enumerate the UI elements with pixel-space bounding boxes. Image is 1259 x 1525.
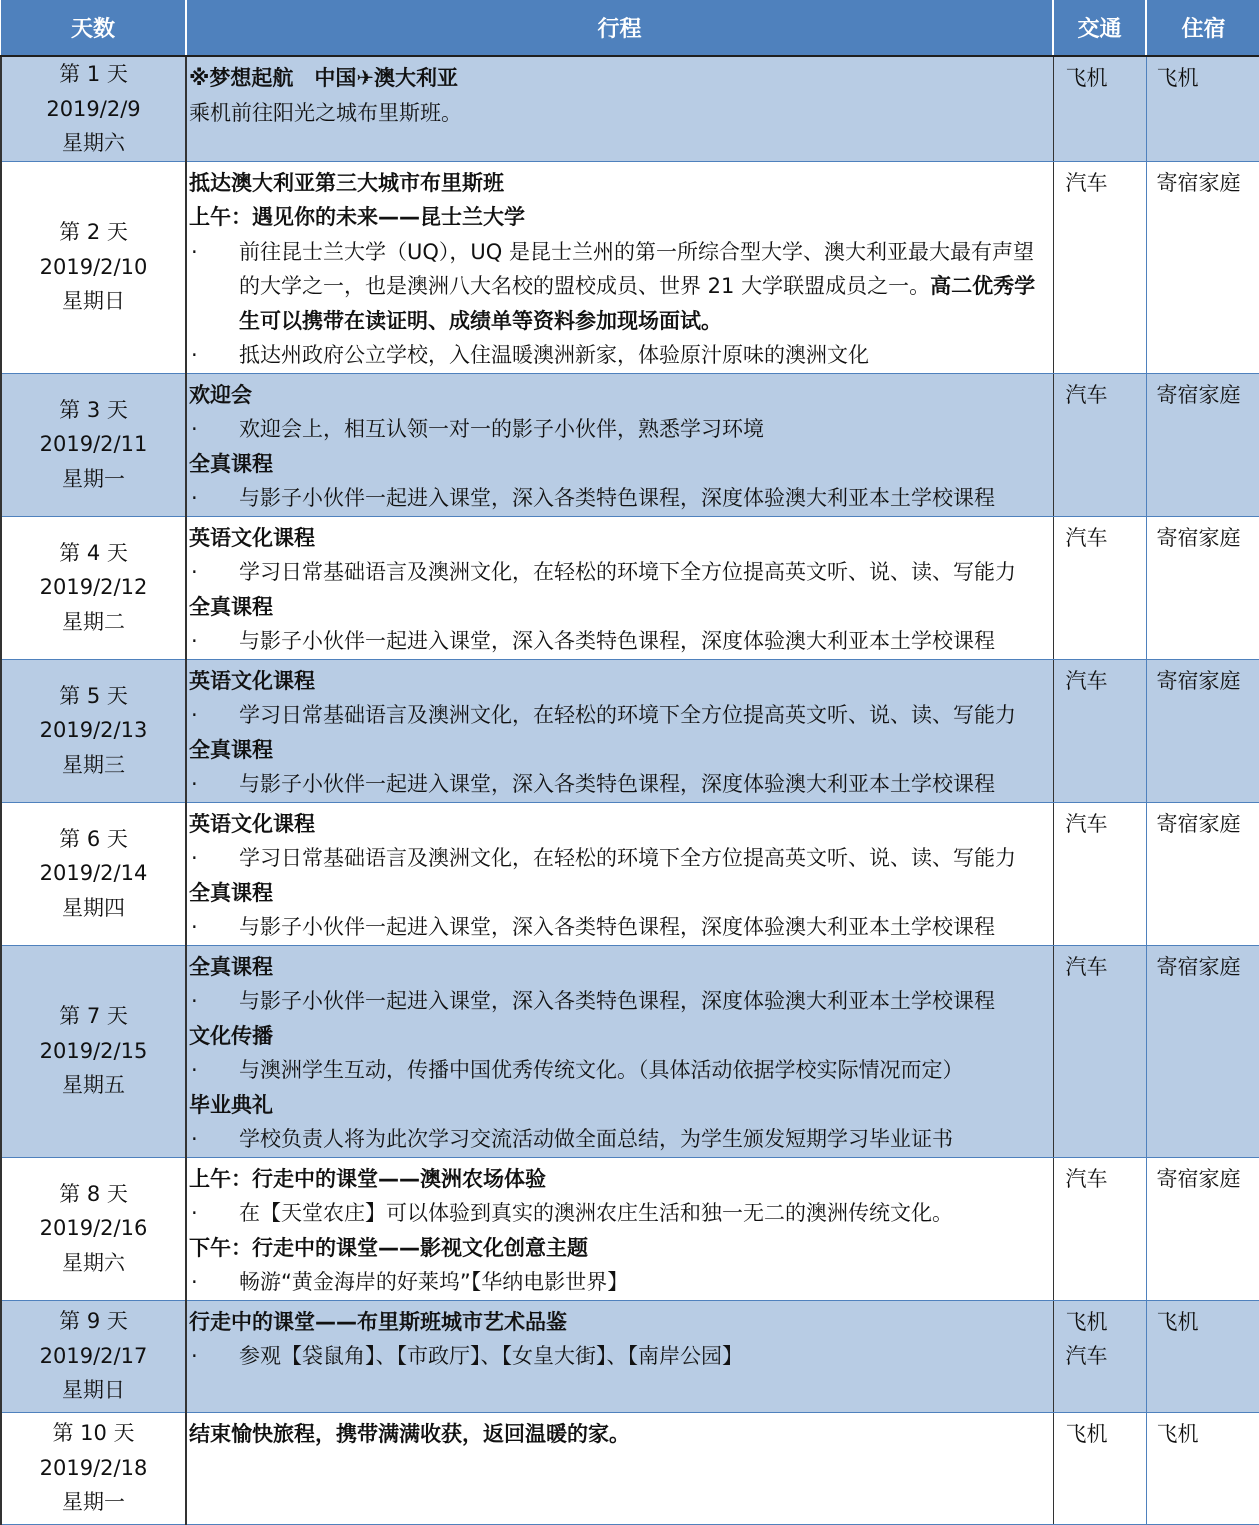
day-date: 2019/2/12 [2,570,185,605]
bullet-item [189,235,1053,339]
itinerary-heading: 全真课程 [189,590,1053,625]
itinerary-cell [186,1412,1053,1524]
day-weekday: 星期一 [2,462,185,497]
itinerary-heading: 上午：行走中的课堂——澳洲农场体验 [189,1162,1053,1197]
lodging-value: 飞机 [1157,61,1259,96]
itinerary-cell [186,516,1053,659]
transport-value: 飞机 [1066,1305,1146,1340]
bullet-dot: · [189,555,239,590]
lodging-cell [1146,1300,1259,1412]
bullet-text-plain: 前往昆士兰大学（UQ），UQ 是昆士兰州的第一所综合型大学、澳大利亚最大最有声望的大学之一，也是澳洲八大名校的盟校成员、世界 21 大学联盟成员之一。 [239,240,1034,299]
table-row [1,1300,1259,1412]
bullet-dot: · [189,338,239,373]
day-number: 第 3 天 [2,393,185,428]
table-row [1,659,1259,802]
bullet-item [189,767,1053,802]
transport-value: 汽车 [1066,166,1146,201]
table-row [1,373,1259,516]
bullet-item [189,1053,1053,1088]
day-weekday: 星期三 [2,748,185,783]
bullet-dot: · [189,624,239,659]
day-number: 第 9 天 [2,1304,185,1339]
transport-value: 汽车 [1066,521,1146,556]
day-weekday: 星期二 [2,605,185,640]
day-cell [1,516,186,659]
table-row [1,1412,1259,1524]
itinerary-heading: 欢迎会 [189,378,1053,413]
day-cell [1,659,186,802]
table-row [1,161,1259,373]
day-number: 第 10 天 [2,1416,185,1451]
transport-cell [1053,161,1146,373]
itinerary-cell [186,1300,1053,1412]
day-cell [1,1157,186,1300]
lodging-value: 寄宿家庭 [1157,521,1259,556]
day-cell [1,373,186,516]
bullet-dot: · [189,984,239,1019]
lodging-value: 寄宿家庭 [1157,1162,1259,1197]
itinerary-cell [186,802,1053,945]
transport-value: 汽车 [1066,664,1146,699]
table-row [1,516,1259,659]
day-date: 2019/2/9 [2,92,185,127]
itinerary-heading: 行走中的课堂——布里斯班城市艺术品鉴 [189,1305,1053,1340]
bullet-item [189,412,1053,447]
bullet-text: 与影子小伙伴一起进入课堂，深入各类特色课程，深度体验澳大利亚本土学校课程 [239,984,1053,1019]
day-date: 2019/2/10 [2,250,185,285]
lodging-value: 寄宿家庭 [1157,166,1259,201]
itinerary-heading: 文化传播 [189,1019,1053,1054]
bullet-item [189,1196,1053,1231]
transport-value: 汽车 [1066,807,1146,842]
bullet-text: 与影子小伙伴一起进入课堂，深入各类特色课程，深度体验澳大利亚本土学校课程 [239,481,1053,516]
itinerary-heading: 英语文化课程 [189,807,1053,842]
itinerary-cell [186,1157,1053,1300]
bullet-dot: · [189,767,239,802]
transport-cell [1053,1157,1146,1300]
bullet-text: 学习日常基础语言及澳洲文化，在轻松的环境下全方位提高英文听、说、读、写能力 [239,698,1053,733]
bullet-item [189,841,1053,876]
day-date: 2019/2/15 [2,1034,185,1069]
lodging-value: 寄宿家庭 [1157,950,1259,985]
itinerary-cell [186,373,1053,516]
itinerary-text: 乘机前往阳光之城布里斯班。 [189,96,1053,131]
itinerary-heading: ※梦想起航 中国✈澳大利亚 [189,61,1053,96]
day-weekday: 星期日 [2,1373,185,1408]
itinerary-heading: 全真课程 [189,876,1053,911]
header-lodging: 住宿 [1146,0,1259,56]
lodging-cell [1146,56,1259,161]
transport-cell [1053,516,1146,659]
itinerary-heading: 毕业典礼 [189,1088,1053,1123]
bullet-item [189,481,1053,516]
bullet-item [189,984,1053,1019]
day-weekday: 星期一 [2,1485,185,1520]
itinerary-heading: 全真课程 [189,950,1053,985]
bullet-text [239,235,1053,339]
bullet-text: 学习日常基础语言及澳洲文化，在轻松的环境下全方位提高英文听、说、读、写能力 [239,841,1053,876]
day-date: 2019/2/14 [2,856,185,891]
bullet-item [189,338,1053,373]
transport-cell [1053,373,1146,516]
transport-value: 飞机 [1066,61,1146,96]
day-date: 2019/2/18 [2,1451,185,1486]
bullet-dot: · [189,1339,239,1374]
table-row [1,945,1259,1157]
bullet-text: 学校负责人将为此次学习交流活动做全面总结，为学生颁发短期学习毕业证书 [239,1122,1053,1157]
transport-cell [1053,56,1146,161]
bullet-item [189,1339,1053,1374]
bullet-text-bold: 高二优秀学生可以携带在读证明、成绩单等资料参加现场面试。 [239,274,1035,333]
bullet-text: 在【天堂农庄】可以体验到真实的澳洲农庄生活和独一无二的澳洲传统文化。 [239,1196,1053,1231]
day-weekday: 星期六 [2,126,185,161]
bullet-dot: · [189,1122,239,1157]
bullet-text: 与影子小伙伴一起进入课堂，深入各类特色课程，深度体验澳大利亚本土学校课程 [239,624,1053,659]
transport-cell [1053,1300,1146,1412]
transport-value: 汽车 [1066,378,1146,413]
bullet-dot: · [189,910,239,945]
bullet-dot: · [189,1053,239,1088]
itinerary-cell [186,161,1053,373]
lodging-cell [1146,373,1259,516]
day-number: 第 5 天 [2,679,185,714]
bullet-dot: · [189,698,239,733]
transport-value-2: 汽车 [1066,1339,1146,1374]
bullet-text: 欢迎会上，相互认领一对一的影子小伙伴，熟悉学习环境 [239,412,1053,447]
lodging-cell [1146,516,1259,659]
bullet-text: 畅游“黄金海岸的好莱坞”【华纳电影世界】 [239,1265,1053,1300]
transport-cell [1053,945,1146,1157]
header-itinerary: 行程 [186,0,1053,56]
day-cell [1,1300,186,1412]
day-weekday: 星期五 [2,1068,185,1103]
transport-cell [1053,802,1146,945]
lodging-cell [1146,161,1259,373]
lodging-value: 寄宿家庭 [1157,807,1259,842]
day-weekday: 星期日 [2,284,185,319]
bullet-text: 与澳洲学生互动，传播中国优秀传统文化。（具体活动依据学校实际情况而定） [239,1053,1053,1088]
itinerary-heading: 上午：遇见你的未来——昆士兰大学 [189,200,1053,235]
transport-value: 汽车 [1066,950,1146,985]
bullet-dot: · [189,235,239,339]
day-number: 第 4 天 [2,536,185,571]
day-weekday: 星期四 [2,891,185,926]
bullet-item [189,1122,1053,1157]
bullet-dot: · [189,1265,239,1300]
day-number: 第 2 天 [2,215,185,250]
day-cell [1,161,186,373]
lodging-cell [1146,802,1259,945]
bullet-item [189,698,1053,733]
itinerary-heading: 英语文化课程 [189,664,1053,699]
bullet-dot: · [189,1196,239,1231]
table-row [1,56,1259,161]
bullet-text: 抵达州政府公立学校，入住温暖澳洲新家，体验原汁原味的澳洲文化 [239,338,1053,373]
header-transport: 交通 [1053,0,1146,56]
transport-cell [1053,659,1146,802]
bullet-text: 与影子小伙伴一起进入课堂，深入各类特色课程，深度体验澳大利亚本土学校课程 [239,767,1053,802]
day-date: 2019/2/13 [2,713,185,748]
day-number: 第 6 天 [2,822,185,857]
itinerary-cell [186,56,1053,161]
bullet-dot: · [189,412,239,447]
itinerary-heading: 下午：行走中的课堂——影视文化创意主题 [189,1231,1053,1266]
day-number: 第 1 天 [2,57,185,92]
bullet-text: 学习日常基础语言及澳洲文化，在轻松的环境下全方位提高英文听、说、读、写能力 [239,555,1053,590]
table-row [1,1157,1259,1300]
transport-value: 飞机 [1066,1417,1146,1452]
bullet-text: 与影子小伙伴一起进入课堂，深入各类特色课程，深度体验澳大利亚本土学校课程 [239,910,1053,945]
itinerary-heading: 英语文化课程 [189,521,1053,556]
lodging-cell [1146,945,1259,1157]
lodging-value: 寄宿家庭 [1157,664,1259,699]
transport-cell [1053,1412,1146,1524]
lodging-cell [1146,659,1259,802]
day-date: 2019/2/16 [2,1211,185,1246]
day-date: 2019/2/17 [2,1339,185,1374]
bullet-item [189,624,1053,659]
lodging-cell [1146,1412,1259,1524]
bullet-dot: · [189,841,239,876]
day-cell [1,802,186,945]
itinerary-cell [186,659,1053,802]
bullet-item [189,910,1053,945]
bullet-item [189,1265,1053,1300]
itinerary-heading: 结束愉快旅程，携带满满收获，返回温暖的家。 [189,1417,1053,1452]
lodging-value: 飞机 [1157,1305,1259,1340]
bullet-dot: · [189,481,239,516]
day-number: 第 7 天 [2,999,185,1034]
itinerary-heading: 全真课程 [189,447,1053,482]
itinerary-cell [186,945,1053,1157]
lodging-value: 飞机 [1157,1417,1259,1452]
table-row [1,802,1259,945]
lodging-value: 寄宿家庭 [1157,378,1259,413]
transport-value: 汽车 [1066,1162,1146,1197]
header-day: 天数 [1,0,186,56]
day-number: 第 8 天 [2,1177,185,1212]
lodging-cell [1146,1157,1259,1300]
day-weekday: 星期六 [2,1246,185,1281]
header-row [1,0,1259,56]
day-cell [1,56,186,161]
bullet-item [189,555,1053,590]
itinerary-heading: 全真课程 [189,733,1053,768]
bullet-text: 参观【袋鼠角】、【市政厅】、【女皇大街】、【南岸公园】 [239,1339,1053,1374]
itinerary-heading: 抵达澳大利亚第三大城市布里斯班 [189,166,1053,201]
day-cell [1,1412,186,1524]
day-cell [1,945,186,1157]
day-date: 2019/2/11 [2,427,185,462]
